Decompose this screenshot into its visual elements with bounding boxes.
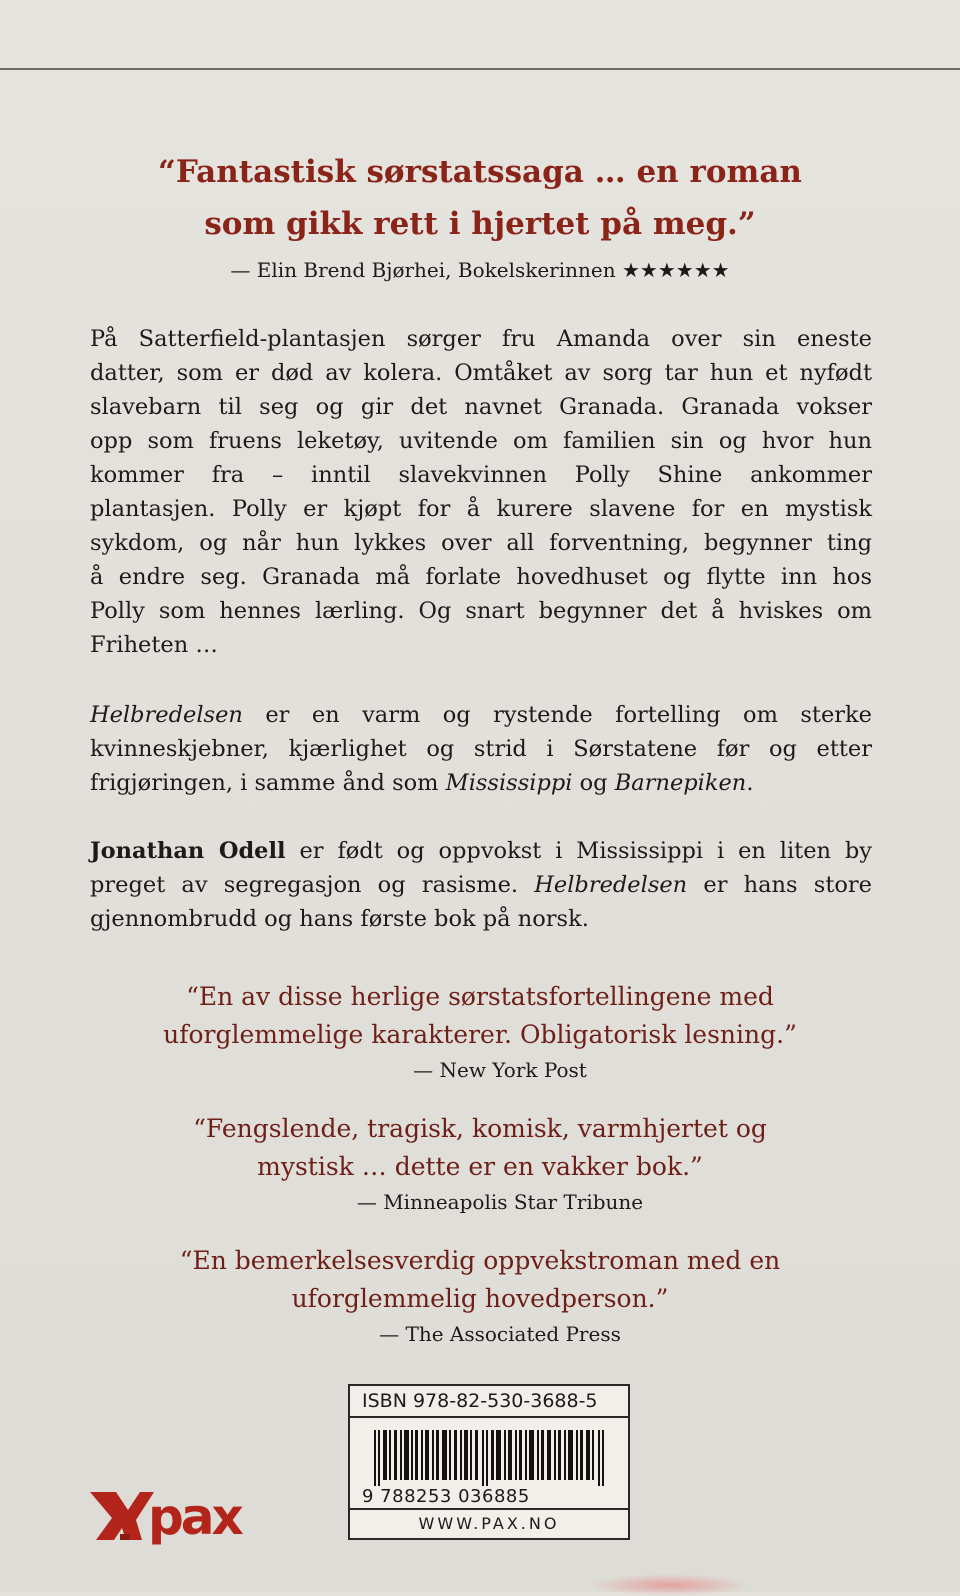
description-line: Friheten … bbox=[90, 632, 218, 658]
red-smudge bbox=[590, 1574, 750, 1596]
review-quote bbox=[0, 1242, 960, 1318]
publisher-website: WWW.PAX.NO bbox=[350, 1508, 628, 1540]
description-line: opp som fruens leketøy, uvitende om familien sin og hvor hun bbox=[90, 428, 872, 454]
description-line: kommer fra – inntil slavekvinnen Polly Shine ankommer bbox=[90, 462, 872, 488]
description-line: slavebarn til seg og gir det navnet Granada. Granada vokser bbox=[90, 394, 872, 420]
publisher-logo-text: pax bbox=[148, 1488, 241, 1546]
featured-quote-line-1: “Fantastisk sørstatssaga … en roman bbox=[158, 154, 802, 190]
top-divider bbox=[0, 68, 960, 70]
author-line-2-text: preget av segregasjon og rasisme. bbox=[90, 872, 535, 898]
review-attribution: — Minneapolis Star Tribune bbox=[356, 1190, 644, 1214]
review-quote-line: “Fengslende, tragisk, komisk, varmhjertet og bbox=[193, 1114, 767, 1143]
description-line: Polly som hennes lærling. Og snart begynner det å hviskes om bbox=[90, 598, 872, 624]
reference-title-2: Barnepiken bbox=[614, 770, 747, 796]
summary-line-2: kvinneskjebner, kjærlighet og strid i Sørstatene før og etter bbox=[90, 736, 872, 762]
summary-paragraph bbox=[90, 698, 872, 800]
description-line: datter, som er død av kolera. Omtåket av sorg tar hun et nyfødt bbox=[90, 360, 872, 386]
review-quote bbox=[0, 1110, 960, 1186]
isbn-barcode-box bbox=[348, 1384, 630, 1540]
description-paragraph bbox=[90, 322, 872, 662]
author-line-2-end: er hans store bbox=[687, 872, 872, 898]
summary-end: . bbox=[746, 770, 754, 796]
review-quote-line: “En bemerkelsesverdig oppvekstroman med en bbox=[179, 1246, 781, 1275]
author-line-1 bbox=[90, 834, 872, 868]
summary-line-3-text: frigjøringen, i samme ånd som bbox=[90, 770, 446, 796]
book-title-italic: Helbredelsen bbox=[90, 702, 243, 728]
review-quote-line: “En av disse herlige sørstatsfortellingene med bbox=[186, 982, 774, 1011]
review-attribution: — New York Post bbox=[413, 1058, 587, 1082]
reference-title-1: Mississippi bbox=[445, 770, 573, 796]
author-line-2 bbox=[90, 868, 872, 902]
review-quote-line: mystisk … dette er en vakker bok.” bbox=[257, 1152, 703, 1181]
featured-quote bbox=[0, 146, 960, 250]
summary-line-3 bbox=[90, 766, 872, 800]
summary-line-1-text: er en varm og rystende fortelling om sterke bbox=[242, 702, 872, 728]
description-line: å endre seg. Granada må forlate hovedhuset og flytte inn hos bbox=[90, 564, 872, 590]
author-paragraph bbox=[90, 834, 872, 936]
barcode-digits: 9 788253 036885 bbox=[362, 1486, 530, 1507]
review-quote bbox=[0, 978, 960, 1054]
author-line-3: gjennombrudd og hans første bok på norsk. bbox=[90, 906, 589, 932]
review-quote-line: uforglemmelige karakterer. Obligatorisk lesning.” bbox=[163, 1020, 797, 1049]
book-title-italic: Helbredelsen bbox=[534, 872, 688, 898]
review-attribution: — The Associated Press bbox=[379, 1322, 621, 1346]
pax-logo bbox=[90, 1488, 260, 1548]
description-line: plantasjen. Polly er kjøpt for å kurere slavene for en mystisk bbox=[90, 496, 872, 522]
review-quote-line: uforglemmelig hovedperson.” bbox=[291, 1284, 669, 1313]
summary-and: og bbox=[572, 770, 615, 796]
barcode-bars bbox=[374, 1430, 610, 1486]
isbn-number: ISBN 978-82-530-3688-5 bbox=[350, 1386, 628, 1418]
featured-quote-line-2: som gikk rett i hjertet på meg.” bbox=[204, 206, 756, 242]
featured-quote-attribution: — Elin Brend Bjørhei, Bokelskerinnen ★★★★★★ bbox=[230, 258, 730, 282]
author-line-1-text: er født og oppvokst i Mississippi i en liten by bbox=[285, 838, 872, 864]
author-name: Jonathan Odell bbox=[90, 838, 286, 864]
description-line: sykdom, og når hun lykkes over all forventning, begynner ting bbox=[90, 530, 872, 556]
description-line: På Satterfield-plantasjen sørger fru Amanda over sin eneste bbox=[90, 326, 872, 352]
summary-line-1 bbox=[90, 698, 872, 732]
